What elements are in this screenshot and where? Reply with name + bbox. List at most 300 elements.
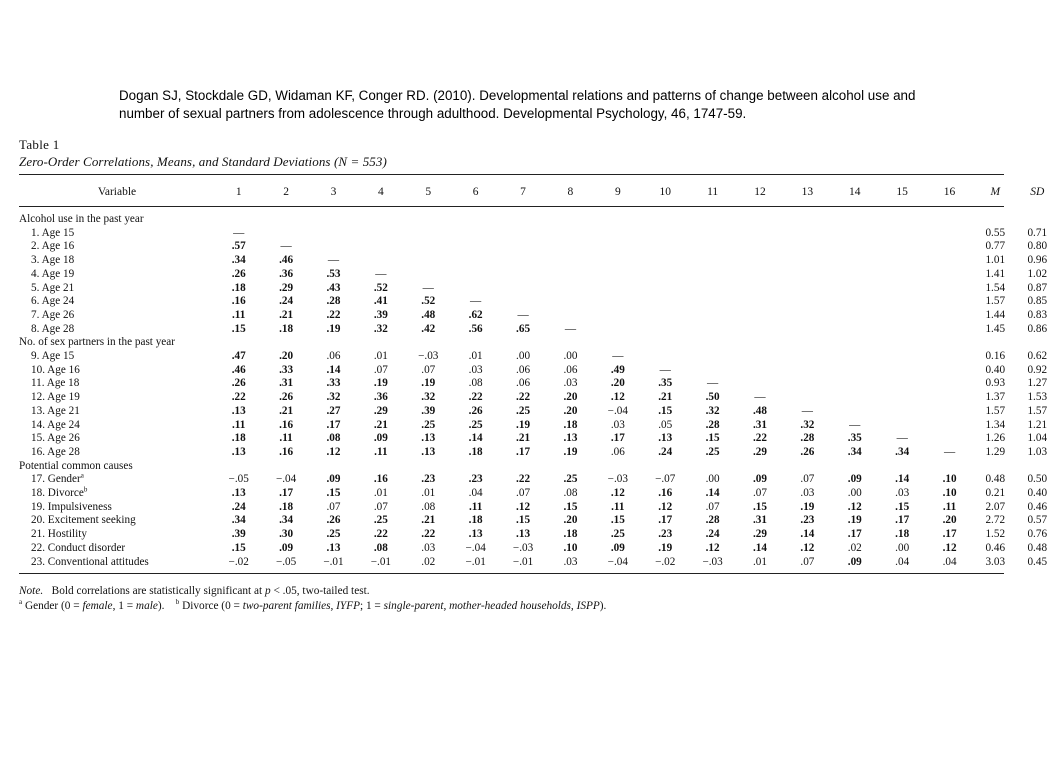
- table-row: [19, 240, 1057, 254]
- correlation-cell: [452, 254, 499, 268]
- footnote-a-end: ).: [157, 600, 165, 612]
- correlation-cell: .26: [231, 267, 246, 280]
- correlation-cell: .20: [563, 391, 578, 404]
- correlation-cell: [547, 268, 594, 282]
- sd-cell: 1.27: [1027, 377, 1048, 390]
- table-row: [19, 295, 1057, 309]
- correlation-cell: .12: [800, 541, 815, 554]
- correlation-cell: .18: [895, 528, 910, 541]
- correlation-cell: [310, 240, 357, 254]
- table-row: [19, 556, 1057, 570]
- correlation-cell: .11: [232, 418, 246, 431]
- correlation-cell: [784, 240, 831, 254]
- table-row: [19, 542, 1057, 556]
- correlation-cell: .18: [231, 432, 246, 445]
- header-col-16: 16: [943, 186, 956, 198]
- correlation-cell: [784, 227, 831, 241]
- correlation-cell: .13: [326, 541, 341, 554]
- correlation-cell: [831, 391, 878, 405]
- row-label-text: 6. Age 24: [31, 295, 75, 308]
- correlation-cell: [547, 227, 594, 241]
- correlation-cell: [926, 364, 973, 378]
- correlation-cell: .07: [516, 487, 531, 500]
- row-label-text: 5. Age 21: [31, 281, 75, 294]
- correlation-cell: [689, 323, 736, 337]
- correlation-cell: .25: [468, 418, 483, 431]
- correlation-cell: .56: [468, 322, 483, 335]
- sd-cell: 1.21: [1027, 418, 1048, 431]
- mean-cell: 0.21: [985, 487, 1006, 500]
- correlation-cell: .12: [658, 500, 673, 513]
- correlation-cell: .16: [279, 445, 294, 458]
- row-label-text: 20. Excitement seeking: [31, 514, 136, 527]
- table-row: [19, 364, 1057, 378]
- correlation-cell: −.04: [607, 555, 628, 568]
- correlation-cell: .34: [279, 514, 294, 527]
- correlation-cell: [878, 419, 925, 433]
- correlation-cell: [831, 364, 878, 378]
- correlation-cell: [499, 282, 546, 296]
- correlation-cell: .21: [373, 418, 388, 431]
- correlation-cell: —: [375, 267, 387, 280]
- mean-cell: 1.29: [985, 445, 1006, 458]
- correlation-cell: .11: [942, 500, 957, 513]
- mean-cell: 1.34: [985, 418, 1006, 431]
- correlation-cell: .20: [279, 350, 294, 363]
- correlation-cell: [736, 323, 783, 337]
- row-label-text: 23. Conventional attitudes: [31, 555, 149, 568]
- correlation-cell: .09: [847, 555, 862, 568]
- row-label: [19, 446, 215, 460]
- correlation-cell: [594, 254, 641, 268]
- correlation-cell: .26: [231, 377, 246, 390]
- correlation-cell: —: [470, 295, 482, 308]
- correlation-cell: .25: [326, 528, 341, 541]
- sd-cell: 0.87: [1027, 281, 1048, 294]
- correlation-cell: .04: [468, 487, 483, 500]
- correlation-cell: .03: [421, 541, 436, 554]
- section-header-row: [19, 336, 1057, 350]
- correlation-cell: [689, 227, 736, 241]
- sd-cell: 0.76: [1027, 528, 1048, 541]
- correlation-cell: .34: [847, 445, 862, 458]
- correlation-cell: [642, 268, 689, 282]
- correlation-cell: .32: [800, 418, 815, 431]
- row-label: [19, 240, 215, 254]
- correlation-cell: .01: [373, 350, 388, 363]
- row-label-text: 18. Divorce: [31, 487, 84, 500]
- correlation-cell: [784, 268, 831, 282]
- correlation-cell: .16: [279, 418, 294, 431]
- correlation-cell: [926, 282, 973, 296]
- table-row: [19, 487, 1057, 501]
- correlation-cell: .26: [468, 404, 483, 417]
- correlation-cell: [926, 432, 973, 446]
- table-row: [19, 323, 1057, 337]
- sd-cell: 1.02: [1027, 267, 1048, 280]
- correlation-cell: .06: [516, 363, 531, 376]
- correlation-cell: .29: [753, 445, 767, 458]
- header-col-7: 7: [520, 186, 526, 198]
- row-label: [19, 432, 215, 446]
- correlation-cell: [831, 227, 878, 241]
- correlation-cell: —: [896, 432, 908, 445]
- mean-cell: 1.41: [985, 267, 1006, 280]
- row-label-text: 7. Age 26: [31, 308, 75, 321]
- correlation-cell: .09: [753, 473, 767, 486]
- row-label-text: 21. Hostility: [31, 528, 87, 541]
- row-label-text: 22. Conduct disorder: [31, 541, 126, 554]
- correlation-cell: .15: [705, 432, 720, 445]
- correlation-cell: .13: [421, 445, 436, 458]
- correlation-cell: .09: [373, 432, 388, 445]
- correlation-cell: .07: [753, 487, 767, 500]
- table-header-row: [19, 182, 1057, 202]
- correlation-cell: [831, 377, 878, 391]
- correlation-cell: [594, 227, 641, 241]
- correlation-cell: [736, 309, 783, 323]
- correlation-cell: [547, 309, 594, 323]
- correlation-cell: —: [564, 322, 577, 335]
- row-label-text: 15. Age 26: [31, 432, 80, 445]
- header-col-11: 11: [707, 186, 719, 198]
- correlation-cell: .21: [516, 432, 531, 445]
- correlation-cell: .13: [468, 528, 483, 541]
- correlation-cell: .12: [610, 391, 625, 404]
- correlation-cell: .26: [326, 514, 341, 527]
- correlation-cell: [926, 419, 973, 433]
- correlation-cell: .17: [610, 432, 625, 445]
- correlation-cell: [926, 377, 973, 391]
- correlation-cell: .47: [231, 350, 246, 363]
- row-label: [19, 364, 215, 378]
- correlation-cell: .15: [753, 500, 767, 513]
- correlation-cell: [784, 323, 831, 337]
- row-label: [19, 227, 215, 241]
- correlation-cell: [547, 240, 594, 254]
- table-row: [19, 391, 1057, 405]
- table-row: [19, 419, 1057, 433]
- header-col-6: 6: [472, 186, 479, 198]
- correlation-cell: [926, 254, 973, 268]
- correlation-cell: −.01: [323, 555, 344, 568]
- footnote-b-single-parent: single-parent, mother-headed households, ISPP: [383, 600, 600, 612]
- correlation-cell: .36: [279, 267, 294, 280]
- correlation-cell: .17: [942, 528, 957, 541]
- correlation-cell: [689, 350, 736, 364]
- correlation-cell: .07: [373, 363, 388, 376]
- correlation-cell: .17: [895, 514, 910, 527]
- correlation-cell: [784, 377, 831, 391]
- correlation-cell: [784, 309, 831, 323]
- row-label: [19, 323, 215, 337]
- correlation-cell: .11: [279, 432, 293, 445]
- mean-cell: 1.52: [985, 528, 1006, 541]
- correlation-cell: .07: [800, 473, 815, 486]
- correlation-cell: .33: [279, 363, 294, 376]
- correlation-cell: .14: [753, 541, 767, 554]
- correlation-cell: −.01: [512, 555, 534, 568]
- correlation-cell: .25: [516, 404, 531, 417]
- mean-cell: 1.26: [985, 432, 1006, 445]
- correlation-cell: [736, 268, 783, 282]
- correlation-cell: .28: [705, 514, 720, 527]
- correlation-cell: .14: [326, 363, 341, 376]
- correlation-cell: [594, 323, 641, 337]
- correlation-cell: [831, 309, 878, 323]
- correlation-cell: .16: [373, 473, 388, 486]
- row-label: [19, 350, 215, 364]
- correlation-cell: .08: [563, 487, 578, 500]
- row-label: [19, 514, 215, 528]
- correlation-cell: .32: [326, 391, 341, 404]
- row-label: [19, 542, 215, 556]
- footnote-b-end: ).: [599, 600, 607, 612]
- correlation-cell: −.03: [512, 541, 534, 554]
- correlation-cell: .21: [279, 404, 294, 417]
- correlation-cell: .65: [516, 322, 531, 335]
- row-label: [19, 254, 215, 268]
- correlation-cell: .17: [658, 514, 673, 527]
- header-col-2: 2: [283, 186, 289, 198]
- correlation-cell: [357, 227, 404, 241]
- correlation-cell: .23: [421, 473, 436, 486]
- correlation-cell: [831, 295, 878, 309]
- table-row: [19, 227, 1057, 241]
- table-row: [19, 254, 1057, 268]
- table-top-rule: [19, 174, 1004, 175]
- sd-cell: 0.86: [1027, 322, 1048, 335]
- correlation-cell: [689, 309, 736, 323]
- correlation-cell: .32: [421, 391, 436, 404]
- correlation-cell: [878, 350, 925, 364]
- correlation-cell: .12: [847, 500, 862, 513]
- sd-cell: 0.96: [1027, 254, 1048, 267]
- row-label-text: 3. Age 18: [31, 254, 75, 267]
- row-label: [19, 528, 215, 542]
- correlation-cell: .43: [326, 281, 341, 294]
- row-label-text: 17. Gender: [31, 473, 81, 486]
- correlation-cell: .18: [468, 514, 483, 527]
- correlation-cell: [926, 268, 973, 282]
- table-row: [19, 405, 1057, 419]
- correlation-cell: —: [659, 363, 671, 376]
- footnote-b-text: Divorce (0 =: [182, 600, 240, 612]
- correlation-cell: [784, 364, 831, 378]
- correlation-cell: .07: [705, 500, 720, 513]
- header-sd: SD: [1030, 186, 1045, 198]
- correlation-cell: .14: [468, 432, 483, 445]
- correlation-cell: .10: [942, 487, 957, 500]
- correlation-cell: .19: [800, 500, 815, 513]
- correlation-cell: [831, 240, 878, 254]
- correlation-cell: −.04: [275, 473, 297, 486]
- correlation-cell: [784, 391, 831, 405]
- correlation-cell: .20: [563, 404, 578, 417]
- correlation-cell: [499, 240, 546, 254]
- correlation-cell: [689, 254, 736, 268]
- correlation-cell: .22: [753, 432, 767, 445]
- mean-cell: 0.55: [985, 226, 1006, 239]
- correlation-cell: .22: [516, 473, 531, 486]
- correlation-cell: .31: [753, 418, 767, 431]
- correlation-cell: .03: [895, 487, 910, 500]
- header-col-12: 12: [754, 186, 766, 198]
- correlation-cell: .13: [421, 432, 436, 445]
- correlation-cell: −.03: [702, 555, 723, 568]
- table-row: [19, 473, 1057, 487]
- table-row: [19, 501, 1057, 515]
- correlation-cell: [878, 323, 925, 337]
- correlation-cell: .14: [705, 487, 720, 500]
- correlation-cell: .15: [231, 322, 246, 335]
- correlation-cell: .30: [279, 528, 294, 541]
- mean-cell: 0.46: [985, 541, 1006, 554]
- correlation-cell: [357, 240, 404, 254]
- note-line-1: [19, 584, 606, 599]
- correlation-cell: .09: [326, 473, 341, 486]
- correlation-cell: .00: [705, 473, 720, 486]
- correlation-cell: .11: [468, 500, 483, 513]
- correlation-cell: .28: [326, 295, 341, 308]
- correlation-cell: .06: [610, 445, 625, 458]
- row-label: [19, 282, 215, 296]
- correlation-cell: .19: [326, 322, 341, 335]
- correlation-cell: [878, 364, 925, 378]
- correlation-cell: .20: [942, 514, 957, 527]
- mean-cell: 1.01: [985, 254, 1006, 267]
- row-label: [19, 419, 215, 433]
- correlation-cell: .34: [895, 445, 910, 458]
- correlation-cell: .13: [516, 528, 531, 541]
- correlation-cell: .12: [516, 500, 531, 513]
- correlation-cell: [594, 240, 641, 254]
- correlation-cell: [405, 240, 452, 254]
- correlation-cell: .52: [373, 281, 388, 294]
- correlation-cell: [878, 391, 925, 405]
- correlation-cell: .23: [468, 473, 483, 486]
- correlation-cell: .26: [279, 391, 294, 404]
- correlation-cell: .19: [563, 445, 578, 458]
- correlation-cell: [878, 309, 925, 323]
- correlation-cell: .00: [516, 350, 531, 363]
- correlation-cell: .11: [374, 445, 388, 458]
- correlation-cell: .32: [705, 404, 720, 417]
- correlation-cell: [831, 268, 878, 282]
- correlation-cell: [784, 350, 831, 364]
- correlation-cell: [831, 282, 878, 296]
- row-label: [19, 473, 215, 487]
- correlation-cell: .25: [610, 528, 625, 541]
- section-title: Alcohol use in the past year: [19, 213, 144, 225]
- sd-cell: 0.85: [1027, 295, 1048, 308]
- correlation-cell: .48: [421, 308, 436, 321]
- correlation-cell: .07: [800, 555, 815, 568]
- correlation-cell: —: [422, 281, 434, 294]
- correlation-cell: [642, 309, 689, 323]
- correlation-cell: −.05: [228, 473, 249, 486]
- row-label: [19, 391, 215, 405]
- correlation-cell: .04: [895, 555, 910, 568]
- correlation-cell: [736, 377, 783, 391]
- citation: Dogan SJ, Stockdale GD, Widaman KF, Conger RD. (2010). Developmental relations and patterns of change between alcohol use and number of sexual partners from adolescence through adulthood. Developmental Psychology, 46, 1747-59.: [119, 88, 916, 121]
- footnote-a-mid: , 1 =: [112, 600, 134, 612]
- mean-cell: 1.37: [985, 391, 1006, 404]
- correlation-cell: [878, 240, 925, 254]
- correlation-cell: .12: [610, 487, 625, 500]
- mean-cell: 1.44: [985, 308, 1006, 321]
- correlation-cell: .22: [231, 391, 246, 404]
- correlation-cell: [405, 227, 452, 241]
- correlation-cell: [310, 227, 357, 241]
- table-row: [19, 350, 1057, 364]
- correlation-cell: −.01: [370, 555, 392, 568]
- correlation-cell: .08: [326, 432, 341, 445]
- footnote-a-text: Gender (0 =: [24, 600, 80, 612]
- correlation-cell: [594, 295, 641, 309]
- correlation-cell: [878, 254, 925, 268]
- mean-cell: 2.07: [985, 500, 1006, 513]
- correlation-cell: [736, 295, 783, 309]
- correlation-cell: .18: [563, 418, 578, 431]
- correlation-cell: .03: [563, 377, 578, 390]
- correlation-cell: .13: [231, 487, 246, 500]
- correlation-cell: [357, 254, 404, 268]
- correlation-cell: [689, 240, 736, 254]
- correlation-cell: .09: [847, 473, 862, 486]
- correlation-cell: .21: [421, 514, 436, 527]
- row-label-text: 2. Age 16: [31, 240, 75, 253]
- correlation-cell: —: [280, 240, 292, 253]
- correlation-cell: .05: [658, 418, 673, 431]
- correlation-cell: .01: [753, 555, 767, 568]
- correlation-cell: [499, 254, 546, 268]
- correlation-cell: .22: [373, 528, 388, 541]
- mean-cell: 1.57: [985, 295, 1006, 308]
- header-col-1: 1: [235, 186, 242, 198]
- sd-cell: 0.46: [1027, 500, 1048, 513]
- correlation-cell: [878, 282, 925, 296]
- correlation-cell: [784, 282, 831, 296]
- row-label-text: 13. Age 21: [31, 404, 80, 417]
- correlation-cell: .10: [942, 473, 957, 486]
- correlation-cell: .19: [516, 418, 531, 431]
- correlation-cell: .04: [942, 555, 957, 568]
- table-row: [19, 446, 1057, 460]
- correlation-cell: .01: [373, 487, 388, 500]
- correlation-cell: [926, 309, 973, 323]
- row-label-text: 19. Impulsiveness: [31, 500, 112, 513]
- correlation-cell: .15: [563, 500, 578, 513]
- sd-cell: 0.83: [1027, 308, 1048, 321]
- correlation-cell: .18: [279, 500, 294, 513]
- footnote-b-marker: b: [175, 598, 180, 607]
- correlation-cell: —: [849, 418, 861, 431]
- sd-cell: 0.92: [1027, 363, 1048, 376]
- correlation-cell: [878, 295, 925, 309]
- row-label-text: 8. Age 28: [31, 322, 75, 335]
- correlation-cell: [689, 282, 736, 296]
- sd-cell: 0.40: [1027, 487, 1048, 500]
- correlation-cell: [642, 350, 689, 364]
- table-label: Table 1: [19, 137, 60, 152]
- note-label: Note.: [19, 585, 44, 597]
- correlation-cell: .24: [231, 500, 246, 513]
- correlation-table: [19, 182, 1057, 569]
- correlation-cell: .26: [800, 445, 815, 458]
- sd-cell: 0.80: [1027, 240, 1048, 253]
- correlation-cell: [831, 350, 878, 364]
